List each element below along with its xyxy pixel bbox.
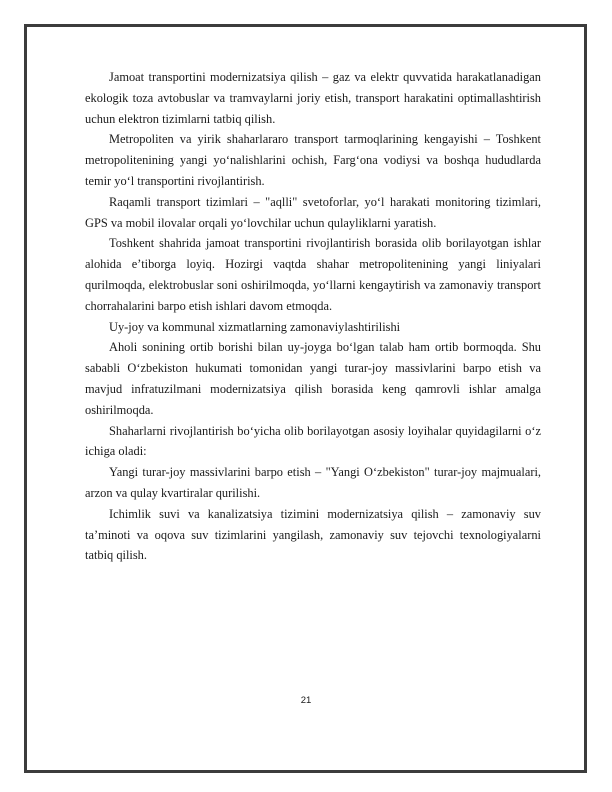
paragraph-water-sewage: Ichimlik suvi va kanalizatsiya tizimini modernizatsiya qilish – zamonaviy suv ta’minoti va oqova suv tizimlarini yangilash, zamonaviy suv tejovchi texnologiyalarni tatbiq qilish. [85, 506, 541, 563]
paragraph-metro-expansion: Metropoliten va yirik shaharlararo transport tarmoqlarining kengayishi – Toshkent metropolitenining yangi yo‘nalishlarini ochish, Farg‘ona vodiysi va boshqa hududlarda temir yo‘l transportini rivojlantirish. [85, 132, 541, 188]
paragraph-main-projects: Shaharlarni rivojlantirish bo‘yicha olib borilayotgan asosiy loyihalar quyidagilarni o‘z ichiga oladi: [85, 423, 541, 459]
document-body [85, 67, 541, 566]
section-heading: Uy-joy va kommunal xizmatlarning zamonaviylashtirilishi [109, 319, 401, 334]
paragraph-public-transport: Jamoat transportini modernizatsiya qilish – gaz va elektr quvvatida harakatlanadigan ekologik toza avtobuslar va tramvaylarni joriy etish, transport harakatini optimallashtirish uchun elektron tizimlarni tatbiq qilish. [85, 70, 541, 126]
page-number: 21 [300, 695, 312, 706]
paragraph-tashkent-transport: Toshkent shahrida jamoat transportini rivojlantirish borasida olib borilayotgan ishlar alohida e’tiborga loyiq. Hozirgi vaqtda shahar metropolitenining yangi liniyalari qurilmoqda, elektrobuslar soni oshirilmoqda, yo‘llarni kengaytirish va zamonaviy transport chorrahalarini barpo etish ishlari davom etmoqda. [85, 236, 541, 313]
paragraph-new-housing: Yangi turar-joy massivlarini barpo etish – "Yangi O‘zbekiston" turar-joy majmualari, arzon va qulay kvartiralar qurilishi. [85, 465, 541, 500]
paragraph-digital-transport: Raqamli transport tizimlari – "aqlli" svetoforlar, yo‘l harakati monitoring tizimlari, GPS va mobil ilovalar orqali yo‘lovchilar uchun qulayliklarni yaratish. [85, 194, 541, 230]
paragraph-housing-demand: Aholi sonining ortib borishi bilan uy-joyga bo‘lgan talab ham ortib bormoqda. Shu sababli O‘zbekiston hukumati tomonidan yangi turar-joy massivlarini barpo etish va mavjud infratuzilmani modernizatsiya qilish borasida keng qamrovli ishlar amalga oshirilmoqda. [85, 340, 541, 417]
